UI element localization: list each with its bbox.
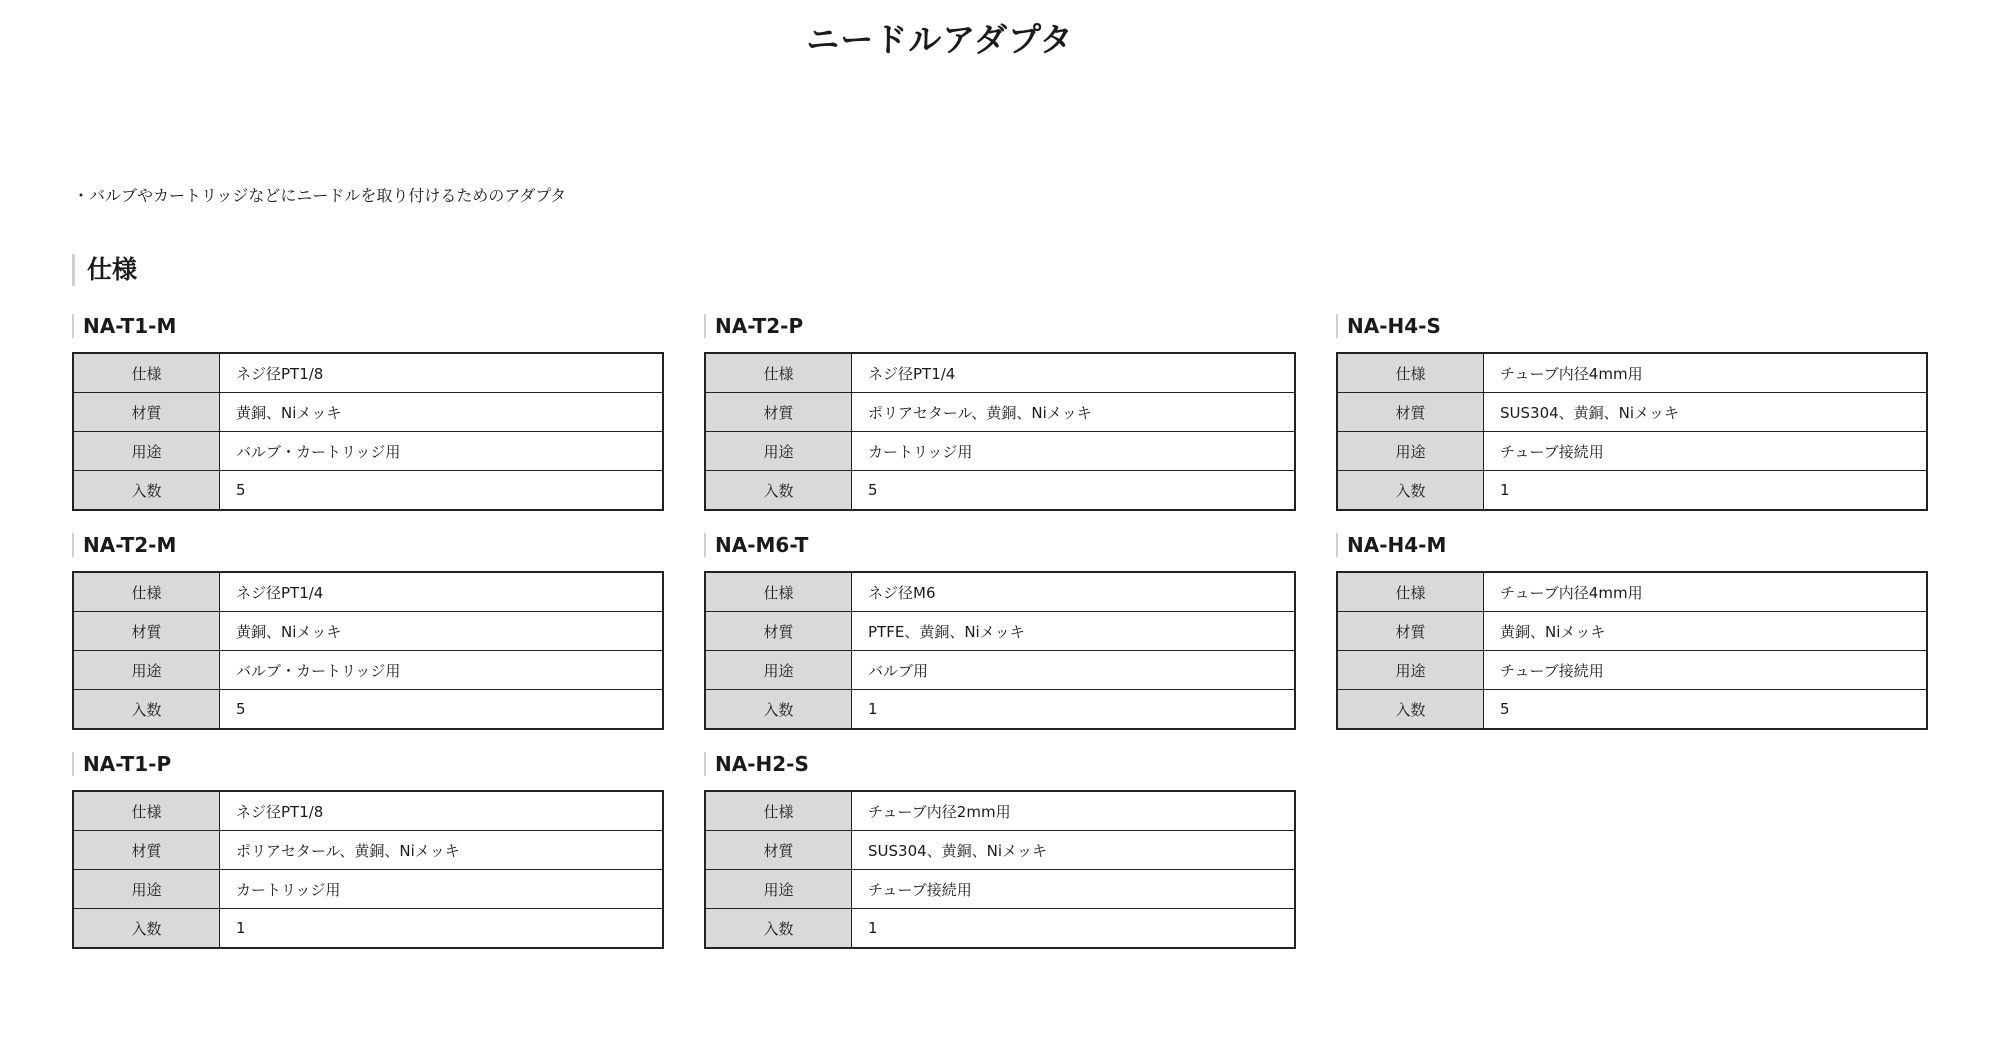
model-name: NA-T2-M	[72, 533, 664, 557]
spec-label: 仕様	[705, 791, 852, 831]
table-row	[73, 909, 663, 949]
material-value: 黄銅、Niメッキ	[220, 612, 664, 651]
quantity-label: 入数	[73, 909, 220, 949]
quantity-value: 1	[852, 690, 1296, 730]
product-card	[72, 314, 664, 511]
quantity-value: 5	[220, 690, 664, 730]
product-card	[72, 533, 664, 730]
quantity-value: 1	[1484, 471, 1928, 511]
quantity-value: 5	[852, 471, 1296, 511]
spec-value: ネジ径PT1/4	[220, 572, 664, 612]
table-row	[705, 612, 1295, 651]
spec-label: 仕様	[73, 572, 220, 612]
usage-value: カートリッジ用	[852, 432, 1296, 471]
model-name: NA-T1-M	[72, 314, 664, 338]
material-label: 材質	[73, 831, 220, 870]
usage-value: バルブ・カートリッジ用	[220, 651, 664, 690]
quantity-value: 1	[852, 909, 1296, 949]
usage-label: 用途	[705, 432, 852, 471]
table-row	[73, 831, 663, 870]
product-grid	[72, 314, 1932, 949]
product-card	[704, 752, 1296, 949]
material-value: SUS304、黄銅、Niメッキ	[1484, 393, 1928, 432]
material-value: 黄銅、Niメッキ	[1484, 612, 1928, 651]
spec-table	[1336, 571, 1928, 730]
table-row	[705, 432, 1295, 471]
material-value: 黄銅、Niメッキ	[220, 393, 664, 432]
spec-table	[704, 571, 1296, 730]
usage-value: バルブ用	[852, 651, 1296, 690]
table-row	[73, 432, 663, 471]
material-value: ポリアセタール、黄銅、Niメッキ	[852, 393, 1296, 432]
model-name: NA-H4-S	[1336, 314, 1928, 338]
product-card	[1336, 533, 1928, 730]
spec-value: ネジ径M6	[852, 572, 1296, 612]
material-label: 材質	[705, 393, 852, 432]
usage-label: 用途	[73, 870, 220, 909]
model-name: NA-H2-S	[704, 752, 1296, 776]
spec-label: 仕様	[73, 353, 220, 393]
spec-value: チューブ内径4mm用	[1484, 572, 1928, 612]
usage-label: 用途	[73, 432, 220, 471]
table-row	[705, 690, 1295, 730]
table-row	[705, 909, 1295, 949]
model-name: NA-M6-T	[704, 533, 1296, 557]
quantity-label: 入数	[705, 471, 852, 511]
product-card	[704, 533, 1296, 730]
usage-label: 用途	[1337, 432, 1484, 471]
table-row	[705, 353, 1295, 393]
table-row	[705, 791, 1295, 831]
table-row	[1337, 651, 1927, 690]
table-row	[73, 651, 663, 690]
model-name: NA-T2-P	[704, 314, 1296, 338]
table-row	[705, 651, 1295, 690]
table-row	[73, 791, 663, 831]
spec-value: ネジ径PT1/8	[220, 353, 664, 393]
usage-label: 用途	[1337, 651, 1484, 690]
table-row	[705, 831, 1295, 870]
usage-value: チューブ接続用	[1484, 432, 1928, 471]
material-label: 材質	[73, 393, 220, 432]
spec-label: 仕様	[1337, 572, 1484, 612]
spec-label: 仕様	[705, 353, 852, 393]
page-title: ニードルアダプタ	[806, 20, 1074, 59]
material-value: ポリアセタール、黄銅、Niメッキ	[220, 831, 664, 870]
table-row	[1337, 572, 1927, 612]
product-card	[72, 752, 664, 949]
table-row	[705, 471, 1295, 511]
table-row	[73, 612, 663, 651]
spec-value: チューブ内径2mm用	[852, 791, 1296, 831]
quantity-value: 5	[220, 471, 664, 511]
table-row	[73, 690, 663, 730]
spec-value: チューブ内径4mm用	[1484, 353, 1928, 393]
material-label: 材質	[705, 612, 852, 651]
table-row	[1337, 353, 1927, 393]
table-row	[705, 393, 1295, 432]
usage-value: チューブ接続用	[852, 870, 1296, 909]
model-name: NA-T1-P	[72, 752, 664, 776]
material-label: 材質	[1337, 612, 1484, 651]
material-label: 材質	[705, 831, 852, 870]
spec-table	[704, 352, 1296, 511]
spec-value: ネジ径PT1/4	[852, 353, 1296, 393]
material-label: 材質	[73, 612, 220, 651]
table-row	[73, 572, 663, 612]
table-row	[1337, 612, 1927, 651]
product-description: ・バルブやカートリッジなどにニードルを取り付けるためのアダプタ	[73, 186, 567, 205]
usage-value: バルブ・カートリッジ用	[220, 432, 664, 471]
usage-value: チューブ接続用	[1484, 651, 1928, 690]
model-name: NA-H4-M	[1336, 533, 1928, 557]
material-value: PTFE、黄銅、Niメッキ	[852, 612, 1296, 651]
spec-label: 仕様	[705, 572, 852, 612]
quantity-label: 入数	[1337, 690, 1484, 730]
spec-label: 仕様	[73, 791, 220, 831]
spec-value: ネジ径PT1/8	[220, 791, 664, 831]
quantity-value: 5	[1484, 690, 1928, 730]
spec-table	[1336, 352, 1928, 511]
quantity-label: 入数	[73, 471, 220, 511]
usage-label: 用途	[73, 651, 220, 690]
section-heading: 仕様	[72, 254, 137, 286]
spec-table	[72, 790, 664, 949]
quantity-label: 入数	[1337, 471, 1484, 511]
spec-label: 仕様	[1337, 353, 1484, 393]
table-row	[1337, 432, 1927, 471]
table-row	[1337, 690, 1927, 730]
material-value: SUS304、黄銅、Niメッキ	[852, 831, 1296, 870]
table-row	[1337, 393, 1927, 432]
material-label: 材質	[1337, 393, 1484, 432]
quantity-value: 1	[220, 909, 664, 949]
usage-label: 用途	[705, 870, 852, 909]
quantity-label: 入数	[73, 690, 220, 730]
table-row	[73, 471, 663, 511]
product-card	[1336, 314, 1928, 511]
spec-table	[72, 571, 664, 730]
usage-label: 用途	[705, 651, 852, 690]
table-row	[73, 870, 663, 909]
table-row	[1337, 471, 1927, 511]
spec-table	[704, 790, 1296, 949]
spec-table	[72, 352, 664, 511]
table-row	[73, 353, 663, 393]
quantity-label: 入数	[705, 690, 852, 730]
quantity-label: 入数	[705, 909, 852, 949]
usage-value: カートリッジ用	[220, 870, 664, 909]
product-card	[704, 314, 1296, 511]
table-row	[705, 870, 1295, 909]
table-row	[73, 393, 663, 432]
table-row	[705, 572, 1295, 612]
